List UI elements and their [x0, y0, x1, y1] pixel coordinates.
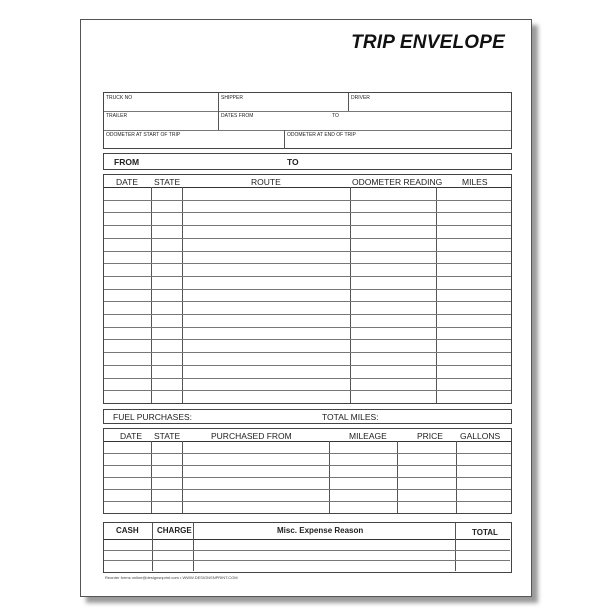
route-table-row [104, 378, 511, 379]
route-table-row [104, 212, 511, 213]
fuel-col-date: DATE [120, 431, 143, 441]
expense-col-cash: CASH [116, 526, 139, 535]
route-table-row [104, 263, 511, 264]
route-col-date: DATE [116, 177, 139, 187]
fuel-table-row [104, 465, 511, 466]
trailer-field[interactable]: TRAILER [106, 113, 128, 119]
route-table-row [104, 200, 511, 201]
route-table-row [104, 289, 511, 290]
summary-bar [103, 409, 512, 424]
info-grid [103, 92, 512, 149]
from-to-bar [103, 153, 512, 170]
route-table-row [104, 339, 511, 340]
route-table-row [104, 352, 511, 353]
route-table-row [104, 365, 511, 366]
expense-col-reason: Misc. Expense Reason [277, 526, 364, 535]
expense-table-row [104, 560, 510, 561]
route-table-row [104, 390, 511, 391]
odometer-start-field[interactable]: ODOMETER AT START OF TRIP [106, 132, 181, 138]
route-table-row [104, 225, 511, 226]
reorder-footer: Reorder forms online@designsnprint.com • WWW.DESIGNSNPRINT.COM [105, 575, 238, 580]
fuel-col-state: STATE [154, 431, 181, 441]
fuel-purchases-label: FUEL PURCHASES: [113, 412, 193, 422]
expense-table-row [104, 550, 510, 551]
route-table-row [104, 276, 511, 277]
fuel-table-row [104, 489, 511, 490]
expense-col-charge: CHARGE [157, 526, 192, 535]
route-col-state: STATE [154, 177, 181, 187]
from-field[interactable]: FROM [114, 157, 140, 167]
driver-field[interactable]: DRIVER [351, 95, 370, 101]
fuel-col-gallons: GALLONS [460, 431, 501, 441]
to-field[interactable]: TO [287, 157, 299, 167]
route-table [103, 174, 512, 404]
shipper-field[interactable]: SHIPPER [221, 95, 243, 101]
total-miles-label: TOTAL MILES: [322, 412, 379, 422]
expense-col-total: TOTAL [472, 528, 498, 537]
route-col-route: ROUTE [251, 177, 281, 187]
route-table-row [104, 251, 511, 252]
truck-no-field[interactable]: TRUCK NO [106, 95, 133, 101]
route-table-row [104, 301, 511, 302]
route-col-odometer: ODOMETER READING [352, 177, 443, 187]
route-table-row [104, 238, 511, 239]
form-title: TRIP ENVELOPE [351, 32, 505, 53]
route-col-miles: MILES [462, 177, 488, 187]
fuel-table-row [104, 477, 511, 478]
fuel-table-row [104, 453, 511, 454]
dates-from-field[interactable]: DATES FROM [221, 113, 254, 119]
route-table-row [104, 327, 511, 328]
trip-envelope-form [80, 19, 532, 597]
odometer-end-field[interactable]: ODOMETER AT END OF TRIP [287, 132, 356, 138]
expense-table [103, 522, 512, 573]
fuel-col-purchased-from: PURCHASED FROM [211, 431, 292, 441]
fuel-table-row [104, 501, 511, 502]
fuel-col-price: PRICE [417, 431, 443, 441]
fuel-col-mileage: MILEAGE [349, 431, 387, 441]
route-table-row [104, 314, 511, 315]
fuel-table [103, 428, 512, 514]
dates-to-field[interactable]: TO [332, 113, 339, 119]
